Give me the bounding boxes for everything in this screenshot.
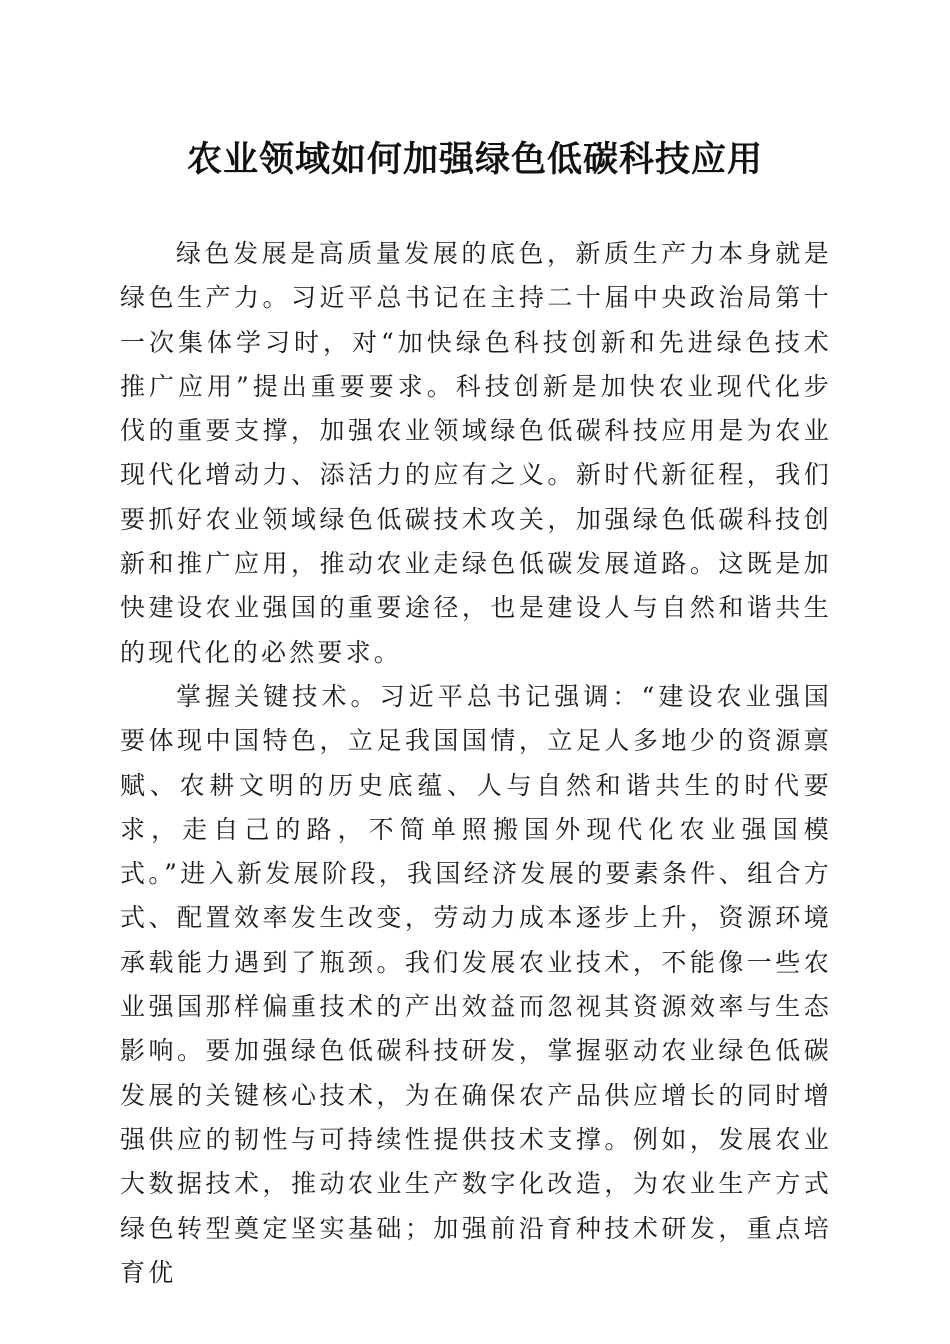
paragraph-1: 绿色发展是高质量发展的底色，新质生产力本身就是绿色生产力。习近平总书记在主持二十届中央政治局第十一次集体学习时，对“加快绿色科技创新和先进绿色技术推广应用”提出重要要求。科技创新是加快农业现代化步伐的重要支撑，加强农业领域绿色低碳科技应用是为农业现代化增动力、添活力的应有之义。新时代新征程，我们要抓好农业领域绿色低碳技术攻关，加强绿色低碳科技创新和推广应用，推动农业走绿色低碳发展道路。这既是加快建设农业强国的重要途径，也是建设人与自然和谐共生的现代化的必然要求。 (120, 239, 832, 667)
document-title: 农业领域如何加强绿色低碳科技应用 (186, 139, 763, 180)
document-body (120, 232, 832, 1295)
paragraph-2: 掌握关键技术。习近平总书记强调：“建设农业强国要体现中国特色，立足我国国情，立足人多地少的资源禀赋、农耕文明的历史底蕴、人与自然和谐共生的时代要求，走自己的路，不简单照搬国外现代化农业强国模式。”进入新发展阶段，我国经济发展的要素条件、组合方式、配置效率发生改变，劳动力成本逐步上升，资源环境承载能力遇到了瓶颈。我们发展农业技术，不能像一些农业强国那样偏重技术的产出效益而忽视其资源效率与生态影响。要加强绿色低碳科技研发，掌握驱动农业绿色低碳发展的关键核心技术，为在确保农产品供应增长的同时增强供应的韧性与可持续性提供技术支撑。例如，发展农业大数据技术，推动农业生产数字化改造，为农业生产方式绿色转型奠定坚实基础；加强前沿育种技术研发，重点培育优 (120, 681, 832, 1287)
